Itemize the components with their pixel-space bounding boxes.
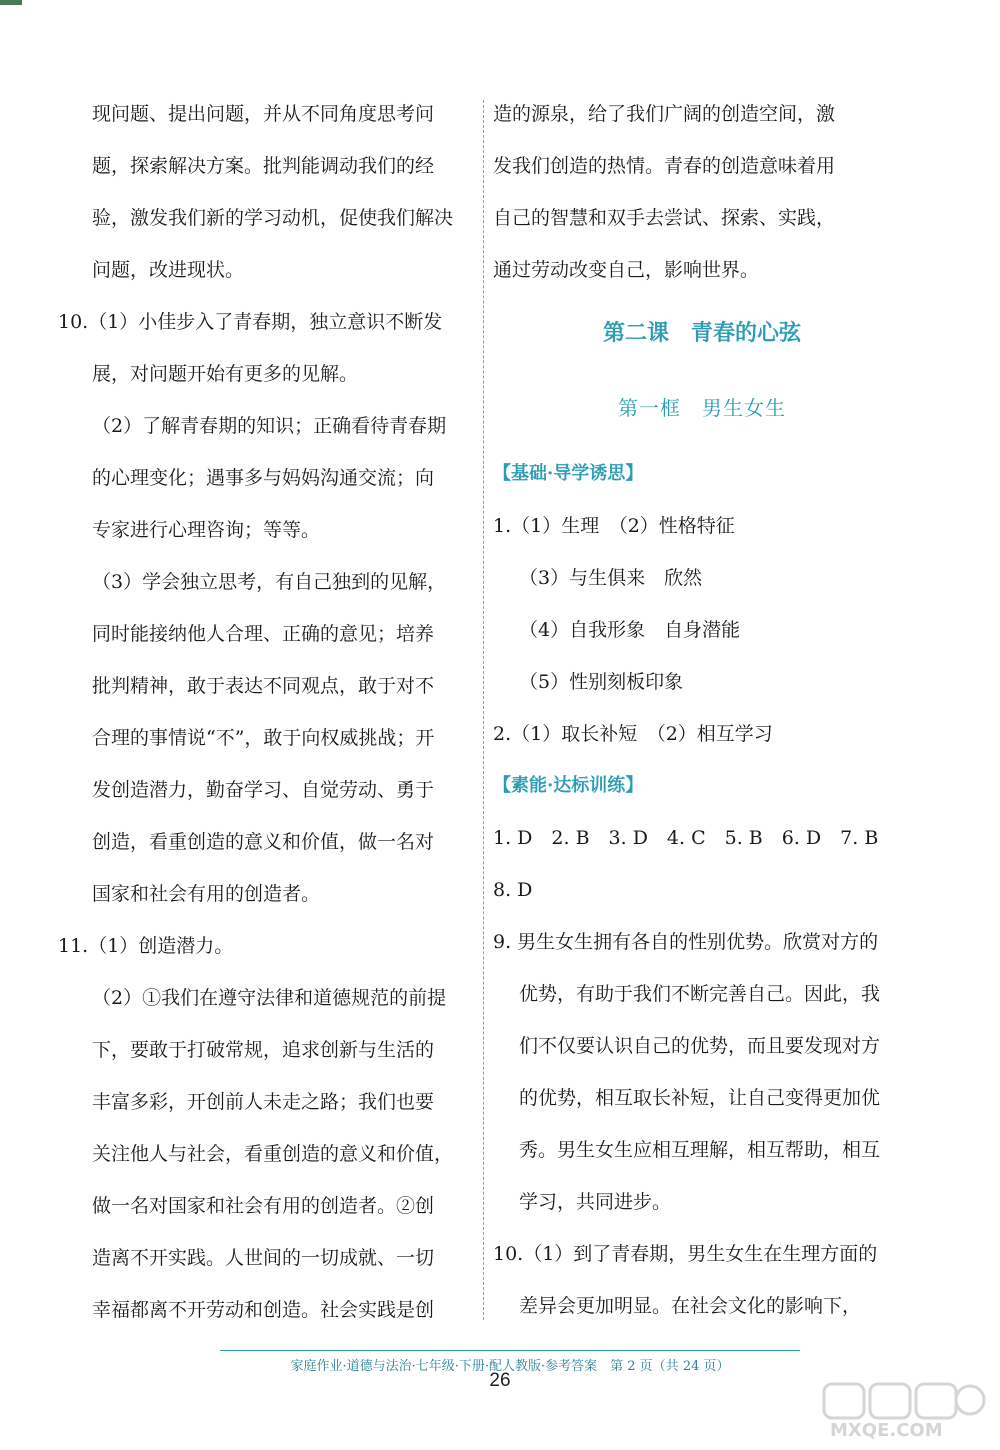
text-line: 国家和社会有用的创造者。 [92,883,321,905]
text-line: 题，探索解决方案。批判能调动我们的经 [92,155,435,177]
text-line: （2）了解青春期的知识；正确看待青春期 [92,415,447,437]
text-line: 幸福都离不开劳动和创造。社会实践是创 [92,1299,435,1321]
text-line: 2.（1）取长补短 （2）相互学习 [493,723,773,745]
svg-text:MXQE.COM: MXQE.COM [830,1420,943,1440]
right-top-paragraph [493,88,911,296]
text-line: 1. D 2. B 3. D 4. C 5. B 6. D 7. B [493,827,879,849]
text-line: （3）学会独立思考，有自己独到的见解， [92,571,447,593]
text-line: 学习，共同进步。 [519,1191,672,1213]
text-line: 做一名对国家和社会有用的创造者。②创 [92,1195,435,1217]
text-line: 现问题、提出问题，并从不同角度思考问 [92,103,435,125]
text-line: 下，要敢于打破常规，追求创新与生活的 [92,1039,435,1061]
text-line: 同时能接纳他人合理、正确的意见；培养 [92,623,435,645]
text-line: 10.（1）到了青春期，男生女生在生理方面的 [493,1243,878,1265]
text-line: 问题，改进现状。 [92,259,245,281]
frame-title: 第一框 男生女生 [618,396,786,420]
text-line: （4）自我形象 自身潜能 [519,619,741,641]
text-line: 自己的智慧和双手去尝试、探索、实践， [493,207,836,229]
section-training-answers [493,812,911,1332]
text-line: 10.（1）小佳步入了青春期，独立意识不断发 [58,311,443,333]
text-line: 的心理变化；遇事多与妈妈沟通交流；向 [92,467,435,489]
left-column [58,88,470,1336]
text-line: 展，对问题开始有更多的见解。 [92,363,359,385]
page-corner-mark [0,0,22,5]
watermark-logo-icon [820,1380,990,1440]
text-line: 们不仅要认识自己的优势，而且要发现对方 [519,1035,881,1057]
section-label-basic: 【基础·导学诱思】 [493,463,644,484]
text-line: 优势，有助于我们不断完善自己。因此，我 [519,983,881,1005]
right-column [493,88,911,1332]
text-line: 9. 男生女生拥有各自的性别优势。欣赏对方的 [493,931,879,953]
section-basic-answers [493,500,911,760]
text-line: 差异会更加明显。在社会文化的影响下， [519,1295,862,1317]
text-line: （3）与生俱来 欣然 [519,567,703,589]
text-line: （2）①我们在遵守法律和道德规范的前提 [92,987,447,1009]
text-line: 合理的事情说“不”，敢于向权威挑战；开 [92,727,435,749]
text-line: 11.（1）创造潜力。 [58,935,234,957]
text-line: 发我们创造的热情。青春的创造意味着用 [493,155,836,177]
text-line: 秀。男生女生应相互理解，相互帮助，相互 [519,1139,881,1161]
text-line: 造离不开实践。人世间的一切成就、一切 [92,1247,435,1269]
text-line: 通过劳动改变自己，影响世界。 [493,259,760,281]
text-line: 创造，看重创造的意义和价值，做一名对 [92,831,435,853]
column-divider [483,100,484,1320]
text-line: 的优势，相互取长补短，让自己变得更加优 [519,1087,881,1109]
section-label-training: 【素能·达标训练】 [493,775,644,796]
text-line: 批判精神，敢于表达不同观点，敢于对不 [92,675,435,697]
text-line: 发创造潜力，勤奋学习、自觉劳动、勇于 [92,779,435,801]
text-line: 专家进行心理咨询；等等。 [92,519,321,541]
text-line: （5）性别刻板印象 [519,671,684,693]
text-line: 8. D [493,879,533,901]
text-line: 造的源泉，给了我们广阔的创造空间，激 [493,103,836,125]
text-line: 验，激发我们新的学习动机，促使我们解决 [92,207,454,229]
page-number: 26 [489,1370,511,1391]
text-line: 关注他人与社会，看重创造的意义和价值， [92,1143,454,1165]
page-footer: 家庭作业·道德与法治·七年级·下册·配人教版·参考答案 第 2 页（共 24 页） [220,1350,800,1374]
text-line: 丰富多彩，开创前人未走之路；我们也要 [92,1091,435,1113]
lesson-title: 第二课 青春的心弦 [602,320,801,346]
text-line: 1.（1）生理 （2）性格特征 [493,515,735,537]
